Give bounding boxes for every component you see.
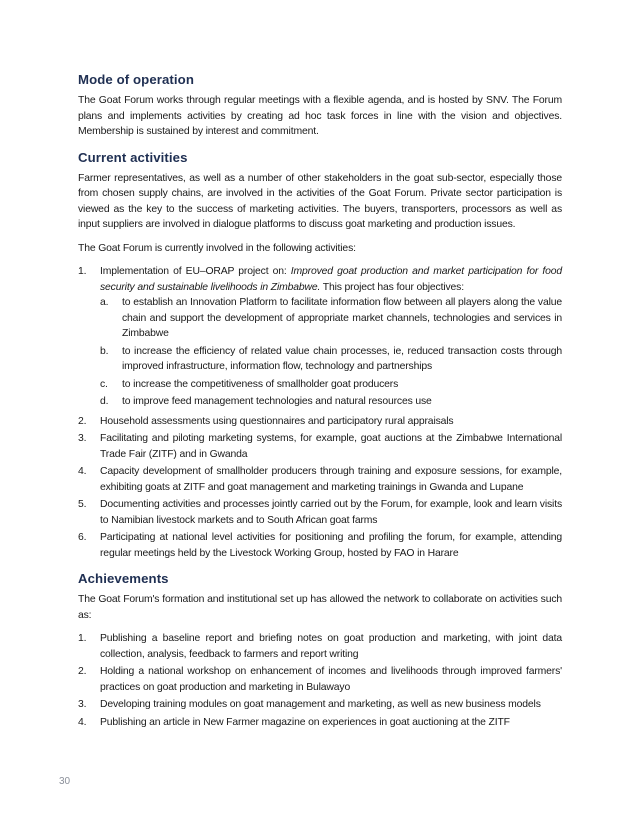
list-number: 2.	[78, 415, 87, 427]
list-item	[78, 431, 562, 462]
list-number: 3.	[78, 433, 87, 444]
section-current-activities	[78, 149, 562, 562]
sub-list-item	[100, 295, 562, 342]
activities-list	[78, 264, 562, 561]
list-item-text: Participating at national level activities for positioning and profiling the forum, for example, attending regular meetings held by the Livestock Working Group, hosted by FAO in Harare	[100, 532, 562, 559]
text-span: Implementation of EU–ORAP project on:	[100, 266, 291, 277]
list-item	[78, 414, 562, 430]
sub-list-letter: c.	[100, 378, 108, 390]
paragraph: The Goat Forum's formation and institutional set up has allowed the network to collaborate on activities such as:	[78, 594, 562, 621]
list-item-text	[100, 264, 562, 412]
list-item	[78, 715, 562, 731]
list-item-text: Documenting activities and processes jointly carried out by the Forum, for example, look and learn visits to Namibian livestock markets and to South African goat farms	[100, 499, 562, 526]
section-heading: Current activities	[78, 149, 188, 165]
list-item-text: Publishing a baseline report and briefing notes on goat production and marketing, with joint data collection, analysis, feedback to farmers and report writing	[100, 633, 562, 660]
list-item-text: Publishing an article in New Farmer magazine on experiences in goat auctioning at the ZITF	[100, 716, 510, 728]
sub-list-text: to improve feed management technologies and natural resources use	[122, 396, 432, 407]
list-number: 6.	[78, 532, 87, 543]
section-heading: Achievements	[78, 571, 169, 586]
list-number: 3.	[78, 699, 87, 710]
list-item	[78, 264, 562, 412]
list-item	[78, 664, 562, 695]
text-span: This project has four objectives:	[320, 281, 464, 293]
sub-list-item	[100, 394, 562, 410]
section-heading: Mode of operation	[78, 72, 194, 87]
paragraph-intro: The Goat Forum is currently involved in the following activities:	[78, 242, 356, 254]
list-item-text: Household assessments using questionnaires and participatory rural appraisals	[100, 415, 454, 427]
list-number: 5.	[78, 499, 87, 510]
objectives-list	[100, 295, 562, 410]
list-item	[78, 497, 562, 528]
sub-list-letter: b.	[100, 345, 109, 357]
list-item	[78, 530, 562, 561]
sub-list-letter: a.	[100, 297, 109, 308]
list-item-text: Facilitating and piloting marketing systems, for example, goat auctions at the Zimbabwe International Trade Fair (ZITF) and in Gwanda	[100, 433, 562, 460]
list-item-text: Holding a national workshop on enhancement of incomes and livelihoods through improved farmers' practices on goat production and marketing in Bulawayo	[100, 666, 562, 693]
sub-list-letter: d.	[100, 396, 109, 407]
project-title: Improved goat production and market participation for food security and sustainable livelihoods in Zimbabwe.	[100, 266, 562, 293]
sub-list-text: to increase the efficiency of related value chain processes, ie, reduced transaction costs through improved infrastructure, information flow, technology and partnerships	[122, 345, 562, 372]
list-number: 1.	[78, 633, 87, 644]
list-number: 4.	[78, 466, 87, 477]
list-number: 2.	[78, 666, 87, 677]
list-item-text: Developing training modules on goat management and marketing, as well as new business models	[100, 699, 541, 710]
document-page	[78, 71, 562, 739]
list-item	[78, 464, 562, 495]
paragraph: The Goat Forum works through regular meetings with a flexible agenda, and is hosted by SNV. The Forum plans and implements activities by creating ad hoc task forces in line with the vision and objectives. Membership is sustained by interest and commitment.	[78, 95, 562, 137]
list-number: 4.	[78, 716, 87, 728]
sub-list-item	[100, 344, 562, 375]
sub-list-text: to establish an Innovation Platform to facilitate information flow between all players along the value chain and support the development of appropriate market channels, technologies and services in Zimbabwe	[122, 297, 562, 339]
section-mode-of-operation	[78, 71, 562, 140]
sub-list-text: to increase the competitiveness of smallholder goat producers	[122, 378, 399, 390]
list-number: 1.	[78, 266, 87, 277]
list-item	[78, 697, 562, 713]
section-achievements	[78, 570, 562, 730]
achievements-list	[78, 631, 562, 730]
paragraph: Farmer representatives, as well as a number of other stakeholders in the goat sub-sector, especially those from chosen supply chains, are involved in the activities of the Goat Forum. Private sector participation is viewed as the key to the success of marketing activities. The buyers, transporters, processors as well as input suppliers are involved in dialogue platforms to discuss goat marketing and production issues.	[78, 172, 562, 230]
list-item-text: Capacity development of smallholder producers through training and exposure sessions, for example, exhibiting goats at ZITF and goat management and marketing trainings in Gwanda and Lupane	[100, 466, 562, 493]
page-number: 30	[59, 776, 71, 787]
sub-list-item	[100, 377, 562, 393]
list-item	[78, 631, 562, 662]
